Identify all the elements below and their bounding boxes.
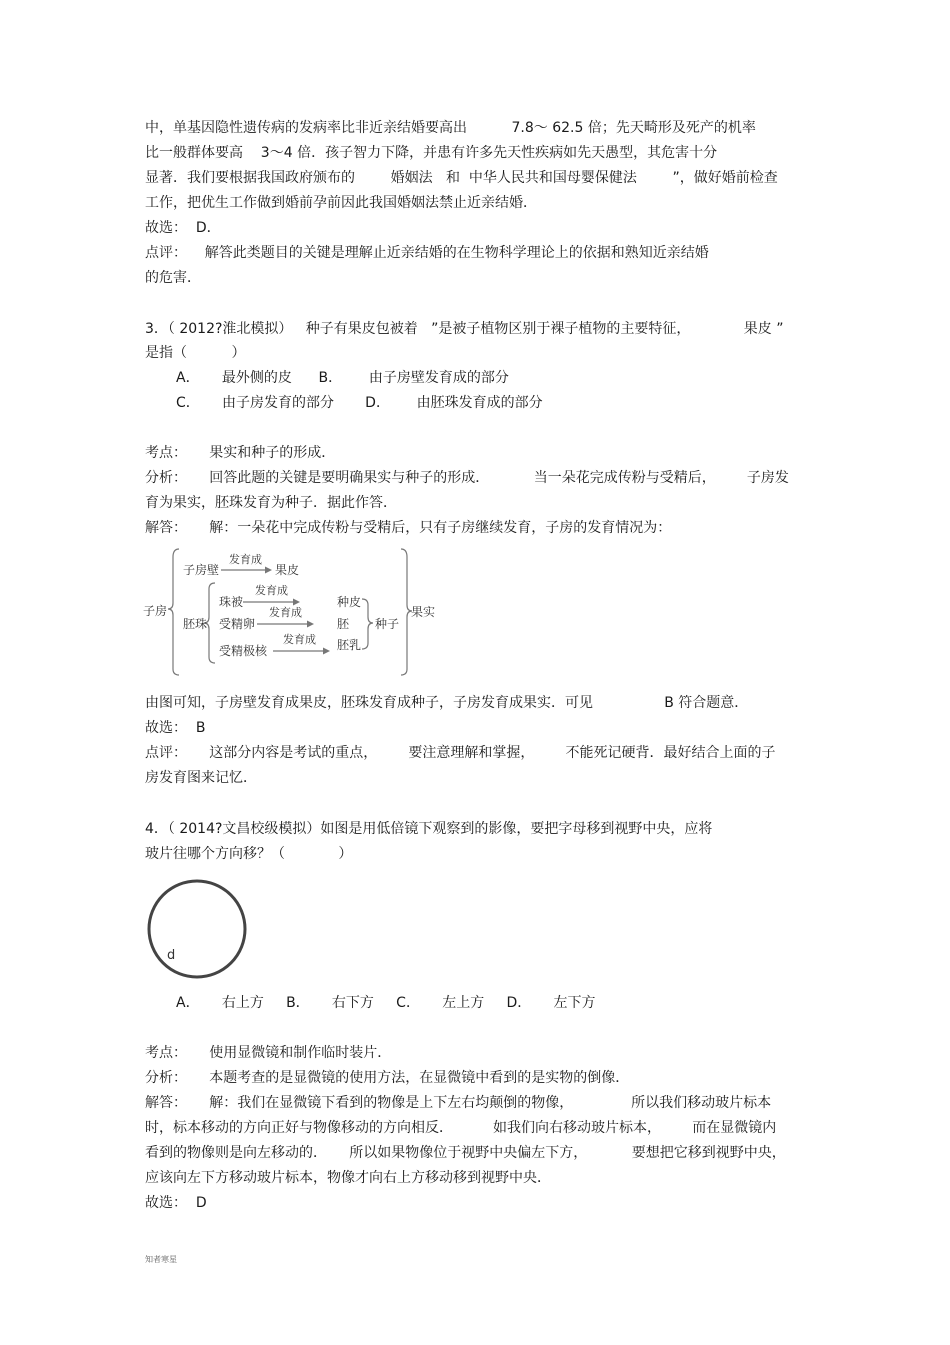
text-line: 中，单基因隐性遗传病的发病率比非近亲结婚要高出 7.8～ 62.5 倍；先天畸形及死产的机率 <box>145 120 756 136</box>
text-line: 工作，把优生工作做到婚前孕前因此我国婚姻法禁止近亲结婚． <box>145 195 537 211</box>
q3-fenxi: 育为果实，胚珠发育为种子．据此作答． <box>145 495 397 511</box>
q3-answer: 故选： B <box>145 720 206 736</box>
q3-jieda: 解答： 解：一朵花中完成传粉与受精后，只有子房继续发育，子房的发育情况为： <box>145 520 672 536</box>
q4-fenxi: 分析： 本题考查的是显微镜的使用方法，在显微镜中看到的是实物的倒像． <box>145 1070 630 1086</box>
text-line: 比一般群体要高 3～4 倍．孩子智力下降，并患有许多先天性疾病如先天愚型，其危害十分 <box>145 145 718 161</box>
develop-label: 发育成 <box>283 633 316 646</box>
fruit-label: 果实 <box>411 605 436 619</box>
page-footer: 知者寒星 <box>145 1255 177 1264</box>
ovary-wall-label: 子房壁 <box>183 563 220 577</box>
q4-jieda: 应该向左下方移动玻片标本，物像才向右上方移动移到视野中央． <box>145 1170 551 1186</box>
fertilized-polar-nuclei-label: 受精极核 <box>219 644 268 658</box>
answer-line: 故选： D． <box>145 220 221 236</box>
q3-options-row: C． 由子房发育的部分 D． 由胚珠发育成的部分 <box>176 395 543 411</box>
develop-label: 发育成 <box>269 606 302 619</box>
q3-stem: 3．（ 2012?淮北模拟） 种子有果皮包被着 ”是被子植物区别于裸子植物的主要特征， 果皮 ” <box>145 321 784 337</box>
endosperm-label: 胚乳 <box>337 638 362 652</box>
q4-jieda: 看到的物像则是向左移动的． 所以如果物像位于视野中央偏左下方， 要想把它移到视野中央， <box>145 1145 786 1161</box>
fertilized-egg-label: 受精卵 <box>219 617 256 631</box>
develop-label: 发育成 <box>255 584 288 597</box>
microscope-view-circle <box>145 878 249 980</box>
q4-stem: 4．（ 2014?文昌校级模拟）如图是用低倍镜下观察到的影像，要把字母移到视野中央，应将 <box>145 821 713 837</box>
text-line: 显著．我们要根据我国政府颁布的 婚姻法 和 中华人民共和国母婴保健法 ”，做好婚前检查 <box>145 170 778 186</box>
q4-answer: 故选： D <box>145 1195 207 1211</box>
pericarp-label: 果皮 <box>275 563 300 577</box>
q4-options: A． 右上方 B． 右下方 C． 左上方 D． 左下方 <box>176 995 596 1011</box>
seed-coat-label: 种皮 <box>337 595 362 609</box>
ovary-label: 子房 <box>143 604 168 618</box>
q3-conclusion: 由图可知，子房壁发育成果皮，胚珠发育成种子，子房发育成果实．可见 B 符合题意． <box>145 695 749 711</box>
q3-kaodian: 考点： 果实和种子的形成． <box>145 445 336 461</box>
q3-comment: 点评： 这部分内容是考试的重点， 要注意理解和掌握， 不能死记硬背．最好结合上面的子 <box>145 745 776 761</box>
q4-kaodian: 考点： 使用显微镜和制作临时装片． <box>145 1045 392 1061</box>
comment-line: 的危害． <box>145 270 201 286</box>
ovary-development-diagram <box>143 545 443 680</box>
q4-stem: 玻片往哪个方向移？（ ） <box>145 846 353 862</box>
q4-jieda: 解答： 解：我们在显微镜下看到的物像是上下左右均颠倒的物像， 所以我们移动玻片标本 <box>145 1095 772 1111</box>
integument-label: 珠被 <box>219 595 244 609</box>
seed-label: 种子 <box>375 617 400 631</box>
q4-jieda: 时，标本移动的方向正好与物像移动的方向相反． 如我们向右移动玻片标本， 而在显微镜内 <box>145 1120 777 1136</box>
q3-options-row: A． 最外侧的皮 B． 由子房壁发育成的部分 <box>176 370 509 386</box>
q3-comment: 房发育图来记忆． <box>145 770 257 786</box>
embryo-label: 胚 <box>337 617 350 631</box>
comment-line: 点评： 解答此类题目的关键是理解止近亲结婚的在生物科学理论上的依据和熟知近亲结婚 <box>145 245 709 261</box>
develop-label: 发育成 <box>229 553 262 566</box>
q3-stem: 是指（ ） <box>145 345 246 361</box>
ovule-label: 胚珠 <box>183 617 208 631</box>
view-letter: d <box>167 948 176 963</box>
q3-fenxi: 分析： 回答此题的关键是要明确果实与种子的形成． 当一朵花完成传粉与受精后， 子房发 <box>145 470 789 486</box>
